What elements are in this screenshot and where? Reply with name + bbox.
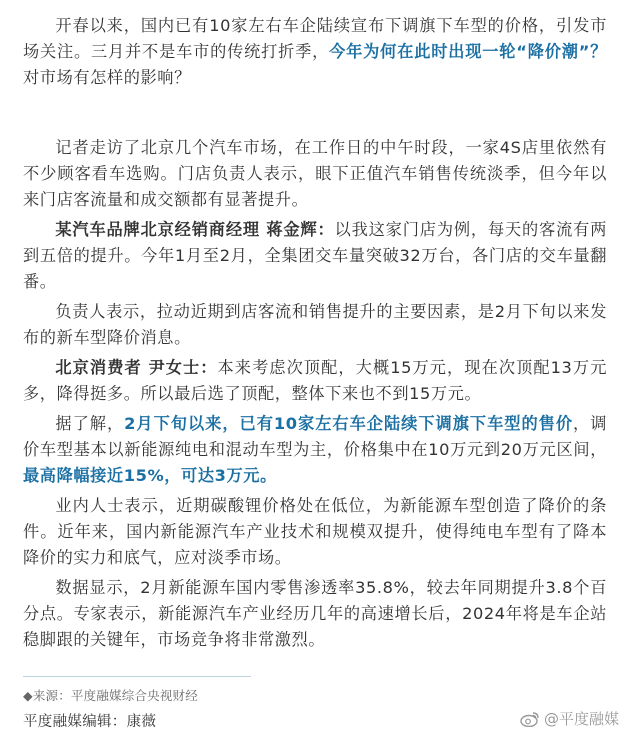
quote-manager: 以我这家门店为例，每天的客流有两到五倍的提升。今年1月至2月，全集团交车量突破32万台，各门店的交车量翻番。 — [23, 220, 607, 291]
price-cuts-text: ，调价车型基本以新能源纯电和混动车型为主，价格集中在10万元到20万元区间， — [23, 414, 607, 459]
main-content — [23, 135, 607, 657]
weibo-icon — [520, 711, 540, 727]
watermark — [520, 708, 619, 729]
price-cuts-highlight-1: 2月下旬以来，已有10家左右车企陆续下调旗下车型的售价 — [124, 414, 574, 433]
paragraph-consumer-quote — [23, 355, 607, 407]
paragraph-reporter-visit: 记者走访了北京几个汽车市场，在工作日的中午时段，一家4S店里依然有不少顾客看车选购。门店负责人表示，眼下正值汽车销售传统淡季，但今年以来门店客流量和成交额都有显著提升。 — [23, 138, 607, 209]
paragraph-data: 数据显示，2月新能源车国内零售渗透率35.8%，较去年同期提升3.8个百分点。专家表示，新能源汽车产业经历几年的高速增长后，2024年将是车企站稳脚跟的关键年，市场竞争将非常激烈。 — [23, 578, 607, 649]
intro-highlight: 今年为何在此时出现一轮“降价潮”？ — [329, 42, 607, 61]
editor-credit: 平度融媒编辑：康薇 — [23, 714, 157, 730]
paragraph-manager-quote — [23, 217, 607, 295]
source-credit: ◆来源：平度融媒综合央视财经 — [23, 688, 198, 703]
speaker-consumer: 北京消费者 尹女士： — [55, 358, 218, 377]
intro-text: 开春以来，国内已有10家左右车企陆续宣布下调旗下车型的价格，引发市场关注。三月并不是车市的传统打折季， — [23, 16, 607, 61]
price-cuts-intro: 据了解， — [55, 414, 125, 433]
speaker-manager: 某汽车品牌北京经销商经理 蒋金辉： — [55, 220, 335, 239]
intro-text-end: 对市场有怎样的影响？ — [23, 68, 191, 87]
intro-paragraph — [23, 13, 607, 91]
footer-divider — [23, 676, 251, 677]
quote-consumer: 本来考虑次顶配，大概15万元，现在次顶配13万元多，降得挺多。所以最后选了顶配，整体下来也不到15万元。 — [23, 358, 607, 403]
paragraph-main-factor: 负责人表示，拉动近期到店客流和销售提升的主要因素，是2月下旬以来发布的新车型降价消息。 — [23, 302, 607, 347]
watermark-text: @平度融媒 — [543, 710, 619, 728]
paragraph-price-cuts — [23, 411, 607, 489]
paragraph-industry-view: 业内人士表示，近期碳酸锂价格处在低位，为新能源车型创造了降价的条件。近年来，国内新能源汽车产业技术和规模双提升，使得纯电车型有了降本降价的实力和底气，应对淡季市场。 — [23, 496, 607, 567]
price-cuts-highlight-2: 最高降幅接近15%，可达3万元。 — [23, 466, 277, 485]
